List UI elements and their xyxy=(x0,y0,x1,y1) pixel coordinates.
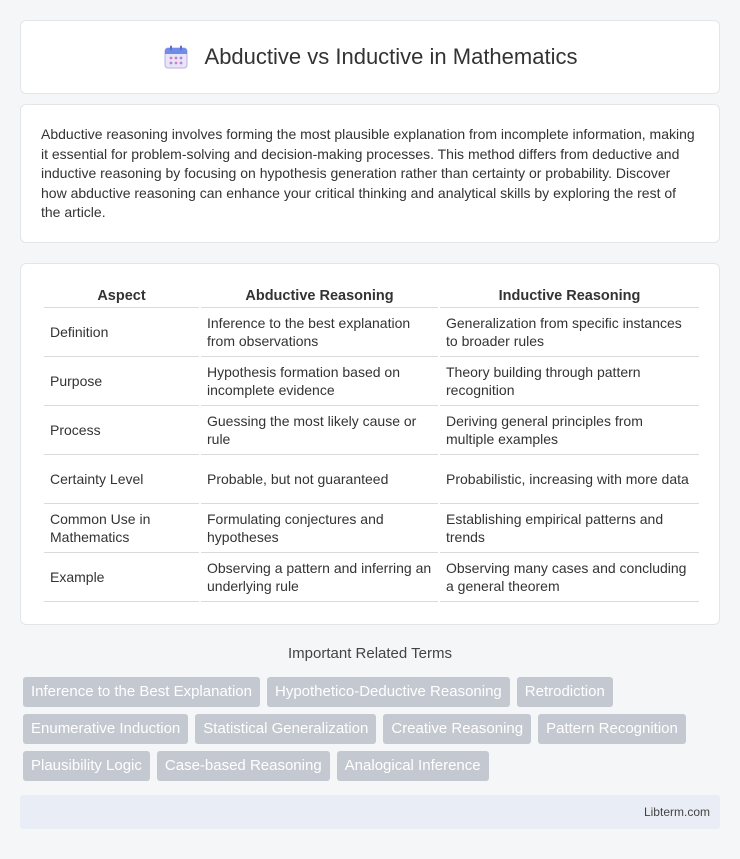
calendar-icon xyxy=(163,44,189,70)
table-cell-abductive: Inference to the best explanation from observations xyxy=(201,308,438,357)
column-header: Inductive Reasoning xyxy=(440,280,699,308)
related-term-tag[interactable]: Hypothetico-Deductive Reasoning xyxy=(267,677,510,707)
comparison-table xyxy=(42,280,701,602)
related-term-tag[interactable]: Pattern Recognition xyxy=(538,714,686,744)
table-cell-abductive: Guessing the most likely cause or rule xyxy=(201,406,438,455)
page-title: Abductive vs Inductive in Mathematics xyxy=(204,44,578,69)
related-term-tag[interactable]: Inference to the Best Explanation xyxy=(23,677,260,707)
related-term-tag[interactable]: Analogical Inference xyxy=(337,751,489,781)
related-term-tag[interactable]: Plausibility Logic xyxy=(23,751,150,781)
table-cell-inductive: Probabilistic, increasing with more data xyxy=(440,455,699,504)
table-cell-inductive: Deriving general principles from multiple examples xyxy=(440,406,699,455)
related-terms-title: Important Related Terms xyxy=(288,645,452,662)
table-cell-abductive: Hypothesis formation based on incomplete evidence xyxy=(201,357,438,406)
header-card xyxy=(20,20,720,94)
table-row xyxy=(44,357,699,406)
table-cell-aspect: Example xyxy=(44,553,199,602)
table-cell-aspect: Common Use in Mathematics xyxy=(44,504,199,553)
comparison-table-card xyxy=(20,263,720,625)
table-cell-abductive: Observing a pattern and inferring an underlying rule xyxy=(201,553,438,602)
table-row xyxy=(44,308,699,357)
column-header: Aspect xyxy=(44,280,199,308)
table-header-row xyxy=(44,280,699,308)
related-term-tag[interactable]: Retrodiction xyxy=(517,677,613,707)
related-term-tag[interactable]: Case-based Reasoning xyxy=(157,751,330,781)
intro-text: Abductive reasoning involves forming the most plausible explanation from incomplete information, making it essential for problem-solving and decision-making processes. This method differs from deductive and inductive reasoning by focusing on hypothesis generation rather than certainty or probability. Discover how abductive reasoning can enhance your critical thinking and analytical skills by exploring the rest of the article. xyxy=(41,126,695,220)
table-cell-inductive: Observing many cases and concluding a general theorem xyxy=(440,553,699,602)
table-row xyxy=(44,553,699,602)
table-cell-inductive: Establishing empirical patterns and trends xyxy=(440,504,699,553)
related-terms-list xyxy=(23,677,723,781)
related-term-tag[interactable]: Enumerative Induction xyxy=(23,714,188,744)
table-cell-inductive: Generalization from specific instances to broader rules xyxy=(440,308,699,357)
footer-site-link[interactable]: Libterm.com xyxy=(643,805,710,819)
table-row xyxy=(44,455,699,504)
table-cell-inductive: Theory building through pattern recognition xyxy=(440,357,699,406)
footer xyxy=(20,795,720,829)
column-header: Abductive Reasoning xyxy=(201,280,438,308)
table-cell-aspect: Definition xyxy=(44,308,199,357)
table-row xyxy=(44,406,699,455)
table-row xyxy=(44,504,699,553)
related-term-tag[interactable]: Creative Reasoning xyxy=(383,714,531,744)
table-cell-aspect: Process xyxy=(44,406,199,455)
intro-card xyxy=(20,104,720,243)
table-cell-abductive: Formulating conjectures and hypotheses xyxy=(201,504,438,553)
table-cell-aspect: Purpose xyxy=(44,357,199,406)
related-term-tag[interactable]: Statistical Generalization xyxy=(195,714,376,744)
table-cell-aspect: Certainty Level xyxy=(44,455,199,504)
table-cell-abductive: Probable, but not guaranteed xyxy=(201,455,438,504)
